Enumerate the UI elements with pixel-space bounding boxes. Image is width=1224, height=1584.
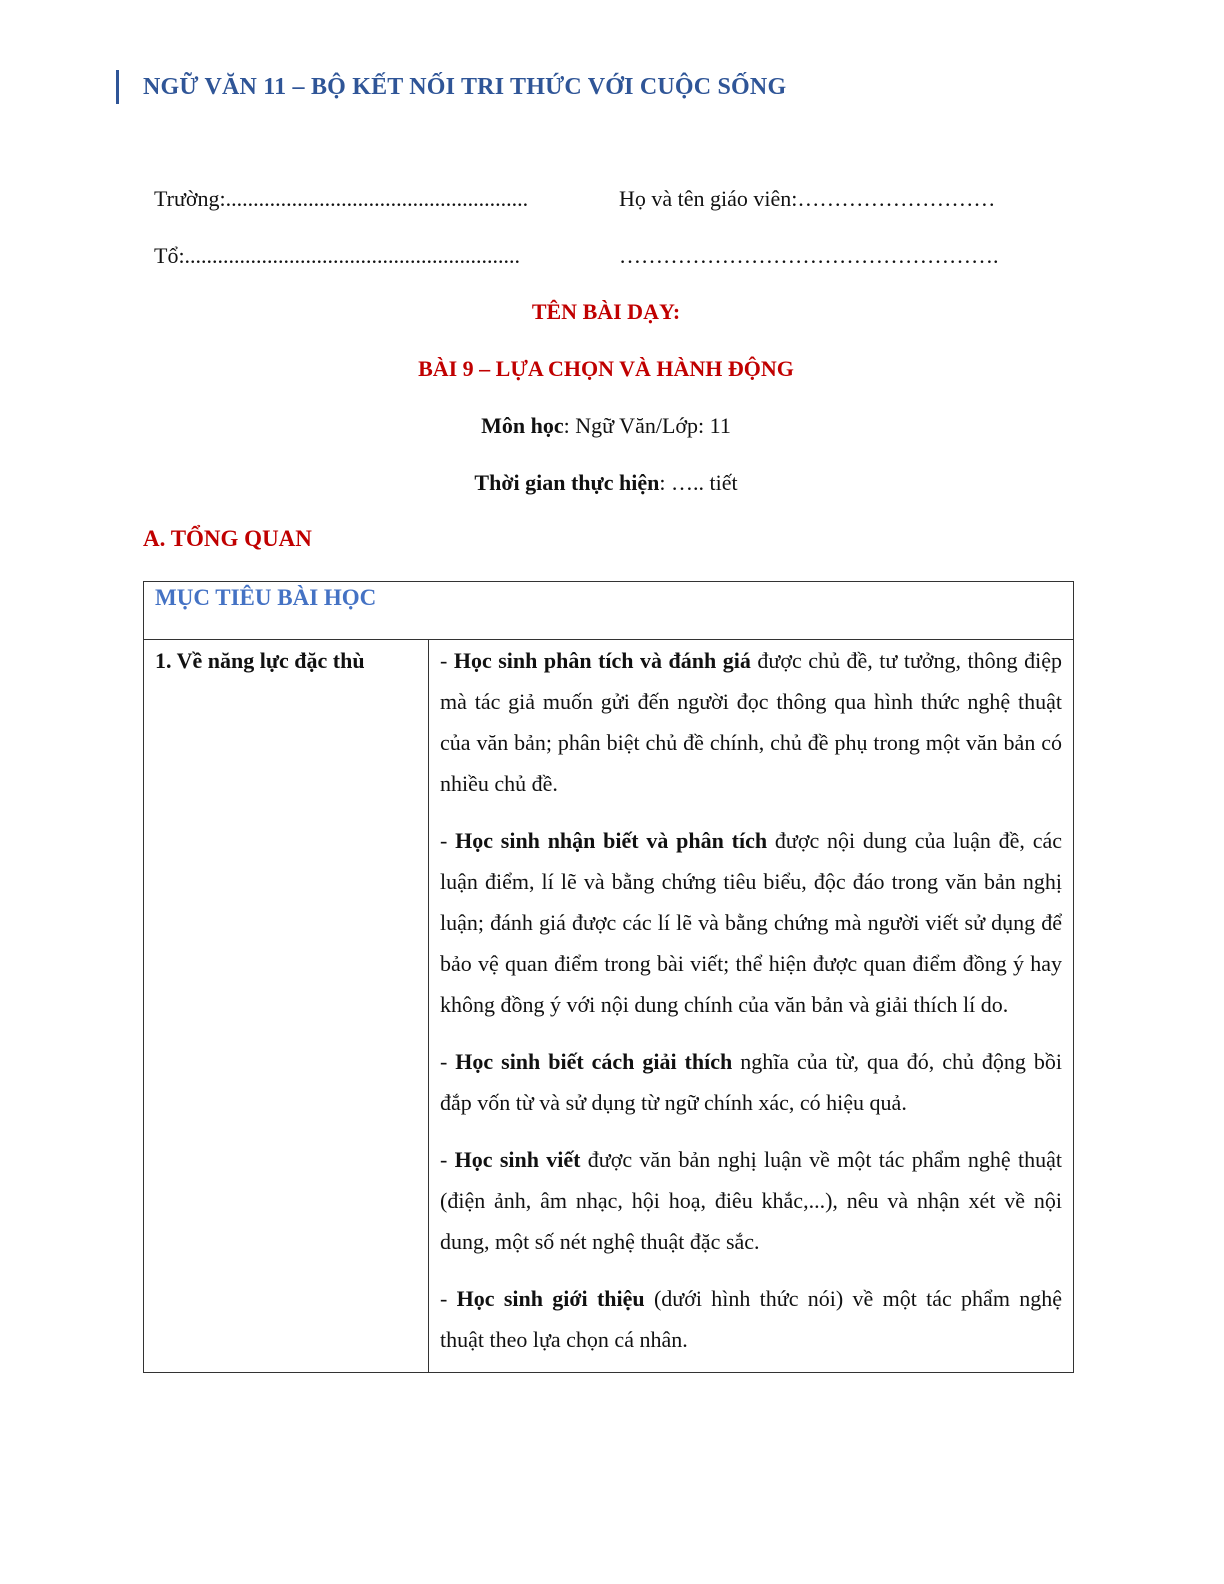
objective-item: - Học sinh biết cách giải thích nghĩa của từ, qua đó, chủ động bồi đắp vốn từ và sử dụng từ ngữ chính xác, có hiệu quả. [440, 1049, 1063, 1115]
group-field: Tổ:............................................................. [154, 243, 521, 268]
lesson-label: TÊN BÀI DẠY: [531, 299, 681, 324]
section-a-title: A. TỔNG QUAN [143, 526, 312, 551]
teacher-field-continuation: ……………………………………………. [619, 243, 999, 268]
teacher-field: Họ và tên giáo viên:……………………… [619, 186, 996, 211]
objectives-table [143, 581, 1074, 1373]
subject-value: : Ngữ Văn/Lớp: 11 [563, 413, 731, 438]
time-label: Thời gian thực hiện [474, 470, 660, 495]
competency-category: 1. Về năng lực đặc thù [144, 640, 429, 1373]
objective-item: - Học sinh viết được văn bản nghị luận về một tác phẩm nghệ thuật (điện ảnh, âm nhạc, hội hoạ, điêu khắc,...), nêu và nhận xét về nội dung, một số nét nghệ thuật đặc sắc. [440, 1147, 1062, 1254]
subject-label: Môn học [481, 413, 564, 438]
objectives-header-row [144, 582, 1074, 640]
objective-item: - Học sinh nhận biết và phân tích được nội dung của luận đề, các luận điểm, lí lẽ và bằng chứng tiêu biểu, độc đáo trong văn bản nghị luận; đánh giá được các lí lẽ và bằng chứng mà người viết sử dụng để bảo vệ quan điểm trong bài viết; thể hiện được quan điểm đồng ý hay không đồng ý với nội dung chính của văn bản và giải thích lí do. [440, 828, 1063, 1017]
header-title: NGỮ VĂN 11 – BỘ KẾT NỐI TRI THỨC VỚI CUỘC SỐNG [143, 74, 787, 100]
time-value: : ….. tiết [659, 470, 738, 495]
objectives-header: MỤC TIÊU BÀI HỌC [144, 582, 1074, 640]
subject-line [0, 411, 1212, 441]
document-header [116, 70, 786, 104]
objective-item: - Học sinh giới thiệu (dưới hình thức nói) về một tác phẩm nghệ thuật theo lựa chọn cá nhân. [440, 1286, 1063, 1352]
school-field: Trường:....................................................... [154, 186, 529, 211]
objective-item: - Học sinh phân tích và đánh giá được chủ đề, tư tưởng, thông điệp mà tác giả muốn gửi đến người đọc thông qua hình thức nghệ thuật của văn bản; phân biệt chủ đề chính, chủ đề phụ trong một văn bản có nhiều chủ đề. [440, 648, 1063, 796]
time-line [0, 468, 1212, 498]
competency-content [429, 640, 1074, 1373]
lesson-name: BÀI 9 – LỰA CHỌN VÀ HÀNH ĐỘNG [418, 356, 794, 381]
table-row [144, 640, 1074, 1373]
